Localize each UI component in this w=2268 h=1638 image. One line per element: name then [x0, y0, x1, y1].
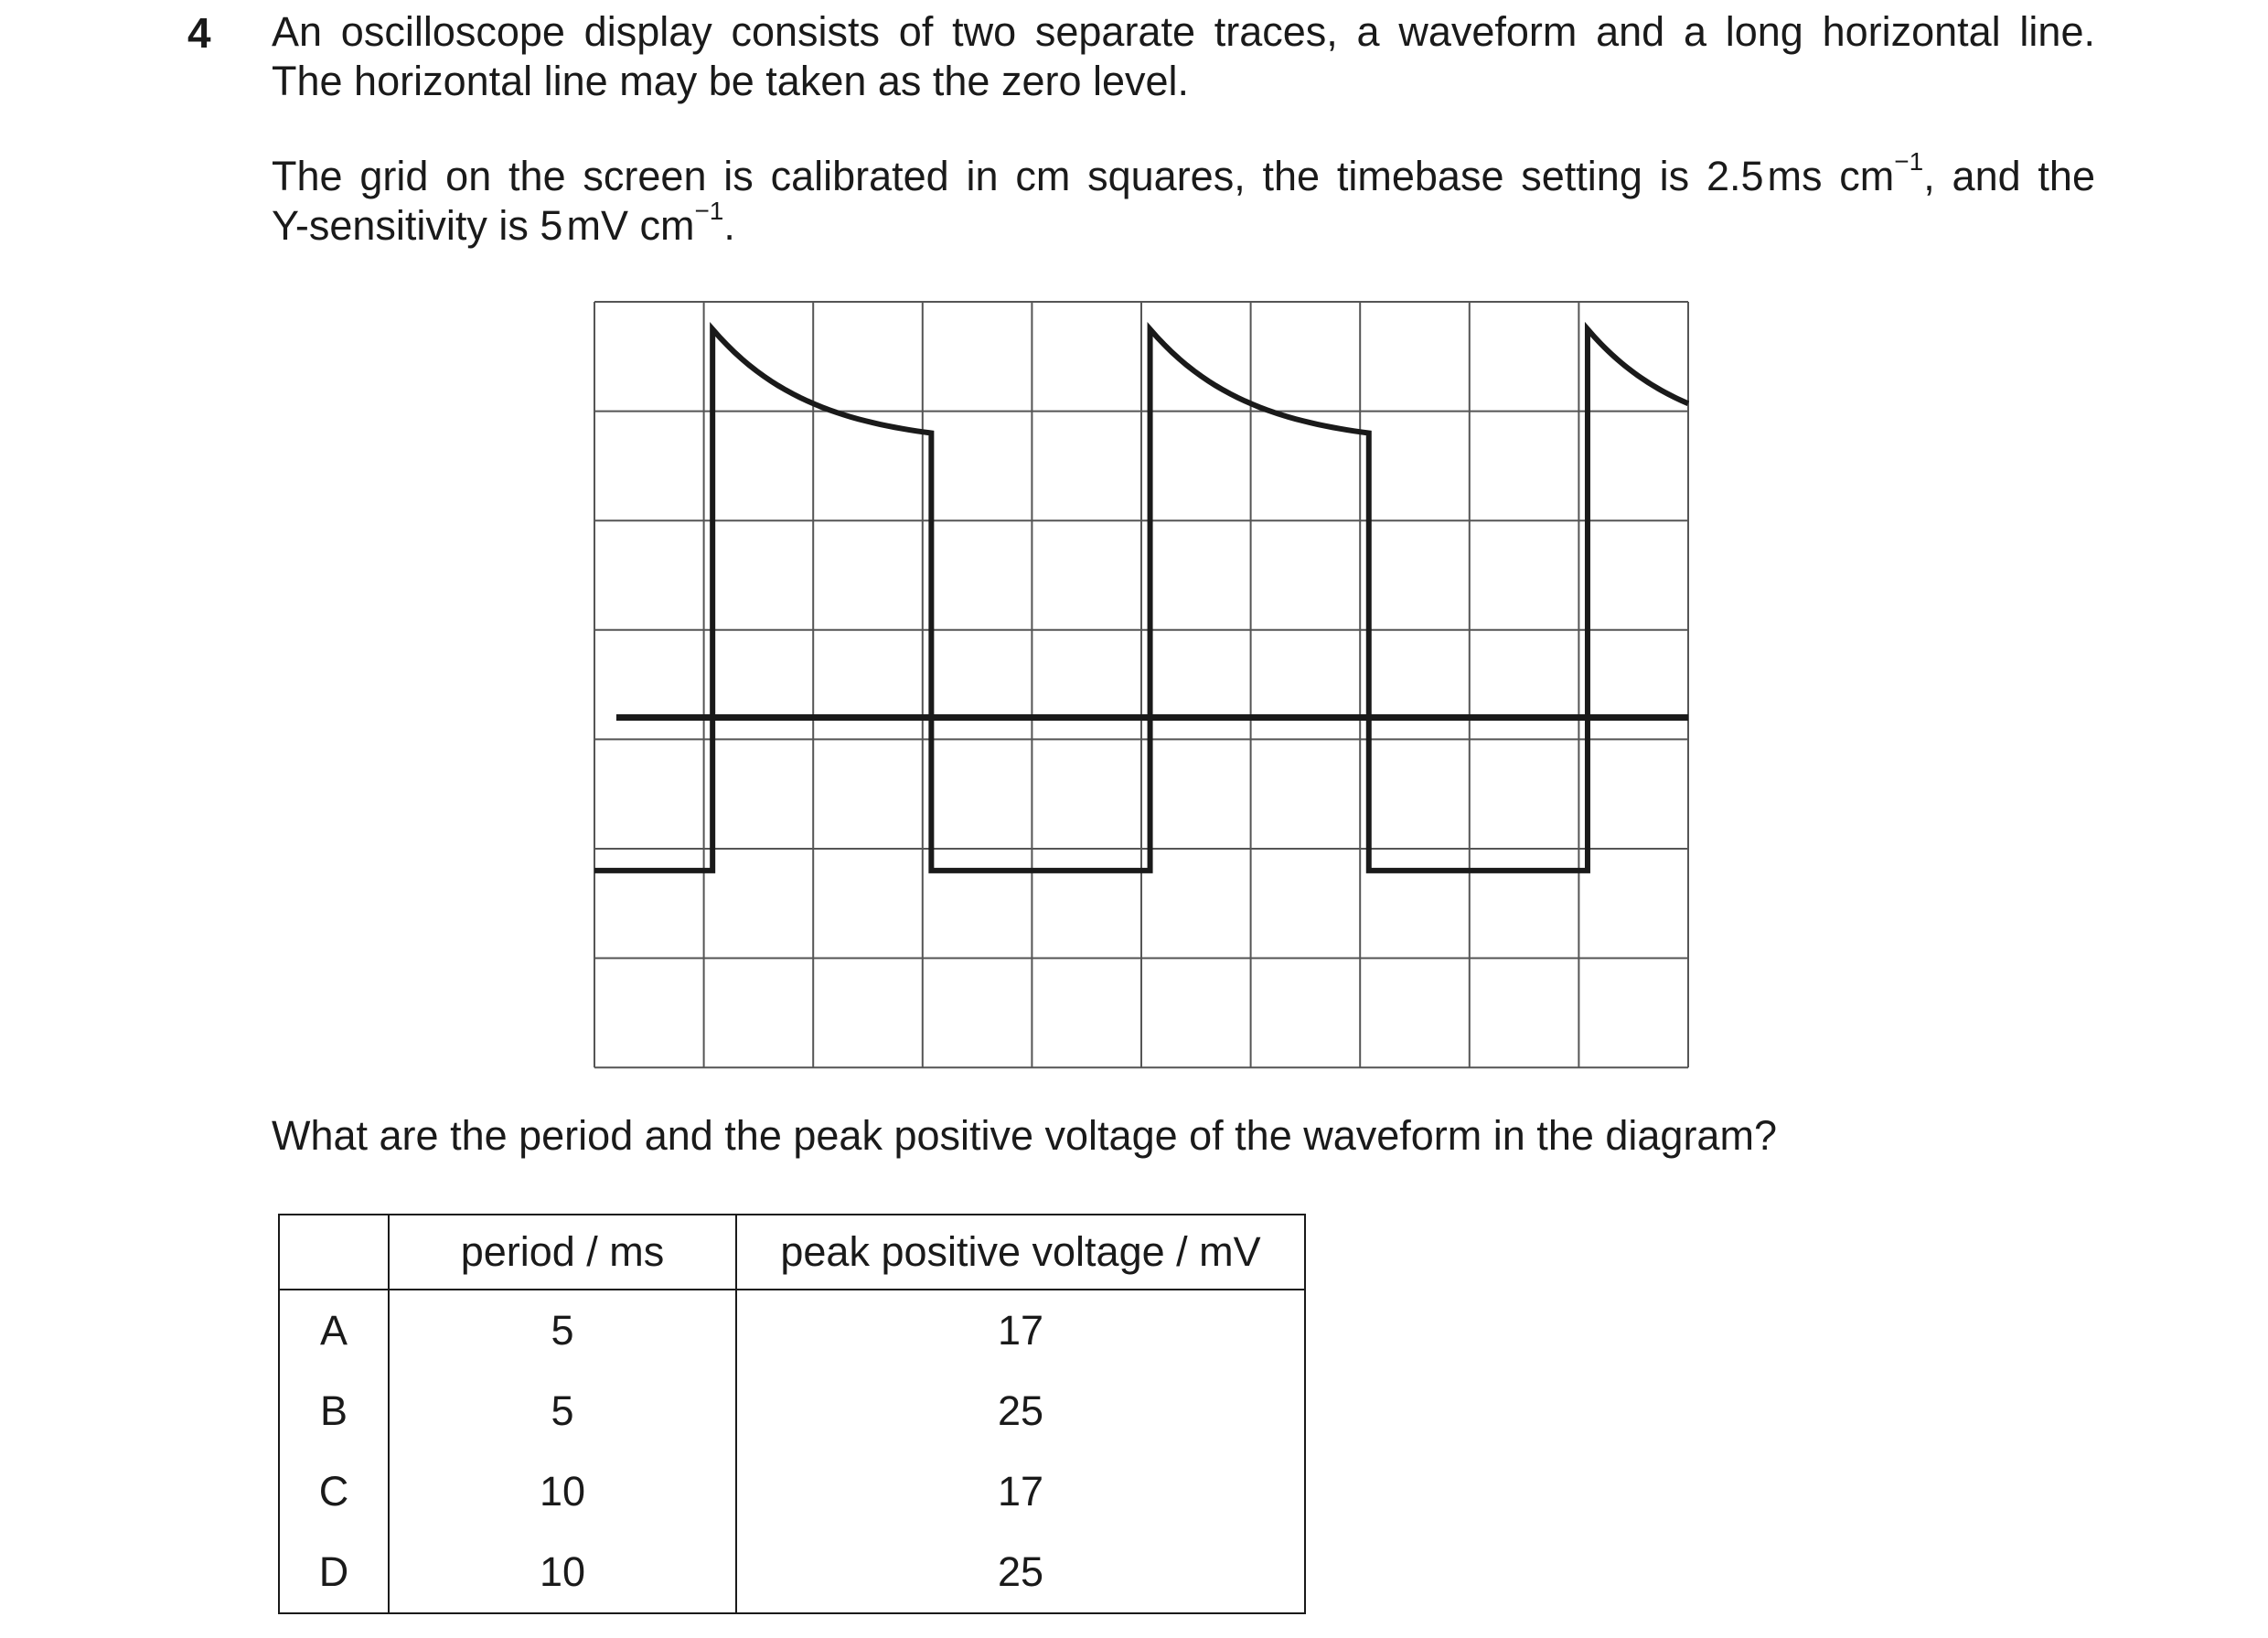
- option-letter: C: [279, 1451, 389, 1532]
- option-period: 10: [389, 1451, 736, 1532]
- oscilloscope-grid: [594, 302, 1688, 1067]
- header-period: period / ms: [389, 1215, 736, 1290]
- option-period: 5: [389, 1290, 736, 1371]
- header-letter: [279, 1215, 389, 1290]
- option-voltage: 17: [736, 1451, 1305, 1532]
- answer-options-table: [278, 1214, 1306, 1614]
- option-period: 10: [389, 1532, 736, 1613]
- option-row-a[interactable]: [279, 1290, 1305, 1371]
- intro-line-2: The horizontal line may be taken as the zero level.: [272, 58, 1190, 104]
- option-row-b[interactable]: [279, 1371, 1305, 1451]
- sensitivity-text-b: .: [723, 202, 735, 249]
- sensitivity-unit-exponent: −1: [694, 197, 724, 225]
- option-voltage: 25: [736, 1532, 1305, 1613]
- option-period: 5: [389, 1371, 736, 1451]
- calibration-text-b: , and the: [1923, 153, 2095, 199]
- calibration-text-a: The grid on the screen is calibrated in cm squares, the timebase setting is 2.5: [272, 153, 1764, 199]
- sensitivity-unit: mV cm: [566, 202, 695, 249]
- question-prompt: What are the period and the peak positive voltage of the waveform in the diagram?: [272, 1112, 1777, 1159]
- timebase-unit-exponent: −1: [1894, 147, 1924, 176]
- option-row-c[interactable]: [279, 1451, 1305, 1532]
- header-voltage: peak positive voltage / mV: [736, 1215, 1305, 1290]
- option-row-d[interactable]: [279, 1532, 1305, 1613]
- timebase-unit: ms cm: [1767, 153, 1895, 199]
- option-letter: D: [279, 1532, 389, 1613]
- question-number: 4: [187, 9, 211, 57]
- option-voltage: 25: [736, 1371, 1305, 1451]
- option-letter: B: [279, 1371, 389, 1451]
- sensitivity-text-a: Y-sensitivity is 5: [272, 202, 563, 249]
- intro-line-1: An oscilloscope display consists of two separate traces, a waveform and a long horizontal line.: [272, 8, 2095, 55]
- option-voltage: 17: [736, 1290, 1305, 1371]
- option-letter: A: [279, 1290, 389, 1371]
- table-header-row: [279, 1215, 1305, 1290]
